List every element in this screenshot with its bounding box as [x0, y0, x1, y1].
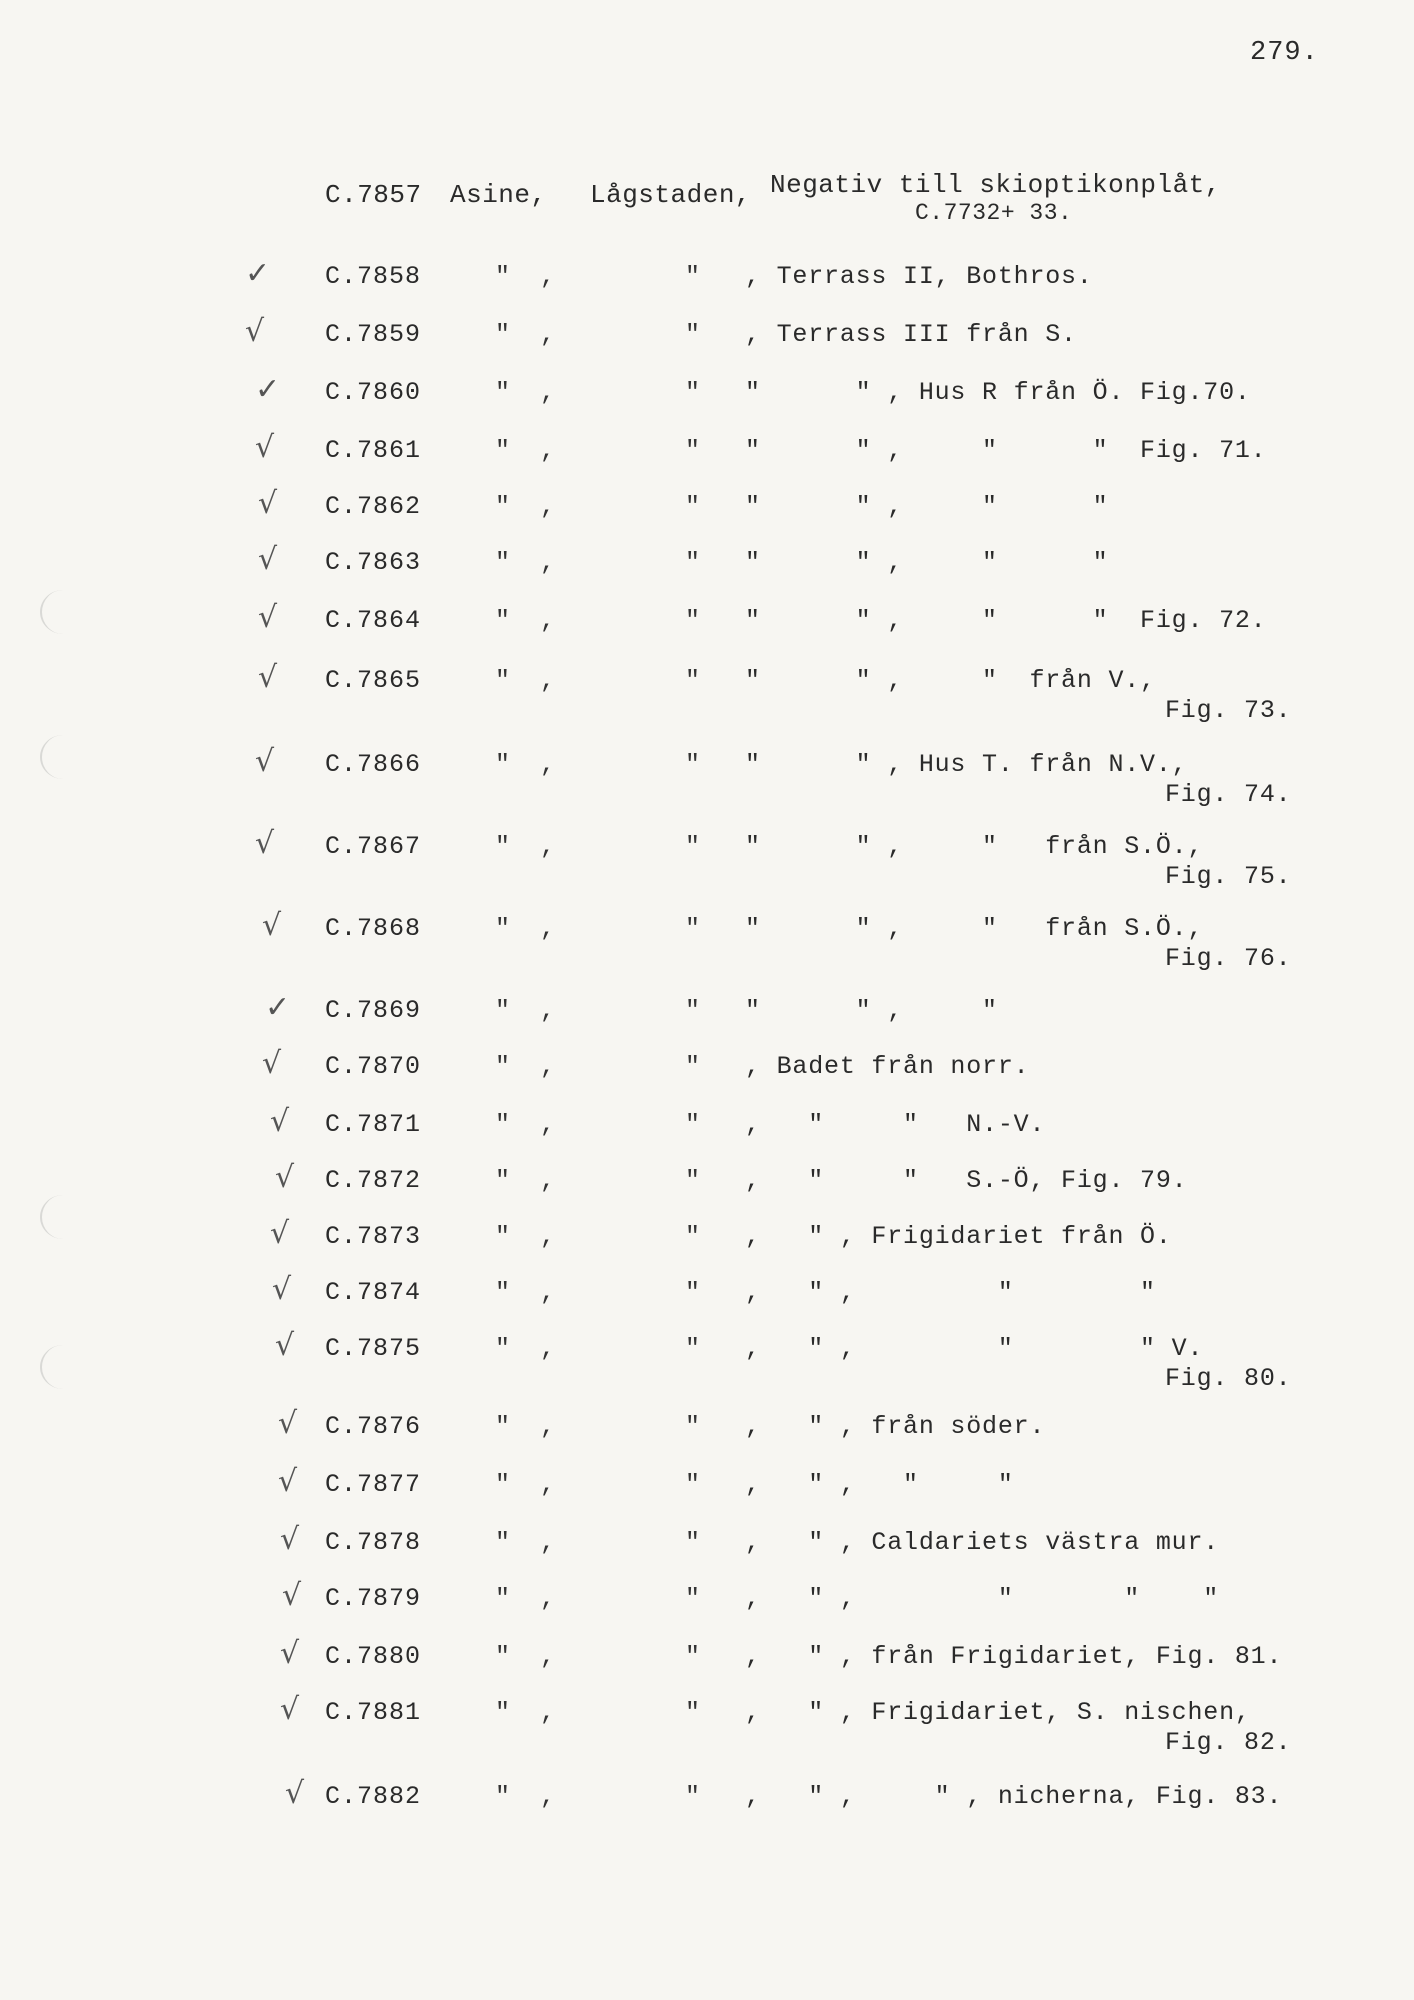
- entry-description: , Badet från norr.: [745, 1052, 1030, 1081]
- entry-figure: Fig. 82.: [1165, 1728, 1292, 1757]
- ditto-site: " ,: [495, 1334, 556, 1363]
- list-item: [0, 1522, 1414, 1588]
- list-item: [0, 826, 1414, 892]
- ditto-area: ": [685, 262, 701, 291]
- list-item: [0, 1160, 1414, 1226]
- ditto-site: " ,: [495, 914, 556, 943]
- check-mark: √: [272, 1272, 292, 1307]
- entry-description: " " , Hus T. från N.V.,: [745, 750, 1188, 779]
- list-item: [0, 542, 1414, 608]
- ditto-area: ": [685, 606, 701, 635]
- punch-hole-mark: [40, 735, 86, 779]
- header-code: C.7857: [325, 180, 422, 210]
- ditto-site: " ,: [495, 1278, 556, 1307]
- ditto-area: ": [685, 832, 701, 861]
- list-item: [0, 600, 1414, 666]
- ditto-site: " ,: [495, 832, 556, 861]
- ditto-site: " ,: [495, 320, 556, 349]
- negative-code: C.7872: [325, 1166, 422, 1195]
- negative-code: C.7859: [325, 320, 422, 349]
- entry-description: , " , Caldariets västra mur.: [745, 1528, 1220, 1557]
- ditto-area: ": [685, 750, 701, 779]
- entry-description: " " , " ": [745, 548, 1109, 577]
- negative-code: C.7866: [325, 750, 422, 779]
- check-mark: √: [258, 660, 278, 695]
- ditto-area: ": [685, 1412, 701, 1441]
- ditto-area: ": [685, 1222, 701, 1251]
- ditto-area: ": [685, 1584, 701, 1613]
- list-item: [0, 1692, 1414, 1758]
- check-mark: √: [258, 486, 278, 521]
- negative-code: C.7865: [325, 666, 422, 695]
- list-item: [0, 314, 1414, 380]
- entry-description: , " , Frigidariet från Ö.: [745, 1222, 1172, 1251]
- entry-description: , " " S.-Ö, Fig. 79.: [745, 1166, 1188, 1195]
- ditto-area: ": [685, 1528, 701, 1557]
- ditto-area: ": [685, 1166, 701, 1195]
- ditto-area: ": [685, 1782, 701, 1811]
- entry-description: , " , från Frigidariet, Fig. 81.: [745, 1642, 1283, 1671]
- check-mark: √: [258, 542, 278, 577]
- ditto-area: ": [685, 1470, 701, 1499]
- negative-code: C.7880: [325, 1642, 422, 1671]
- negative-code: C.7868: [325, 914, 422, 943]
- entry-description: , " , " " V.: [745, 1334, 1204, 1363]
- ditto-site: " ,: [495, 606, 556, 635]
- negative-code: C.7861: [325, 436, 422, 465]
- negative-code: C.7862: [325, 492, 422, 521]
- check-mark: √: [262, 1046, 282, 1081]
- entry-description: , " , " ": [745, 1470, 1014, 1499]
- negative-code: C.7879: [325, 1584, 422, 1613]
- entry-description: " " , " från S.Ö.,: [745, 914, 1204, 943]
- check-mark: √: [282, 1578, 302, 1613]
- entry-description: , Terrass II, Bothros.: [745, 262, 1093, 291]
- negative-code: C.7876: [325, 1412, 422, 1441]
- entry-figure: Fig. 75.: [1165, 862, 1292, 891]
- ditto-area: ": [685, 548, 701, 577]
- negative-code: C.7881: [325, 1698, 422, 1727]
- ditto-site: " ,: [495, 378, 556, 407]
- ditto-site: " ,: [495, 1698, 556, 1727]
- punch-hole-mark: [40, 1195, 86, 1239]
- entry-description: " " , " ": [745, 492, 1109, 521]
- entry-figure: Fig. 74.: [1165, 780, 1292, 809]
- check-mark: √: [275, 1328, 295, 1363]
- ditto-area: ": [685, 492, 701, 521]
- list-item: [0, 1104, 1414, 1170]
- ditto-site: " ,: [495, 1528, 556, 1557]
- punch-hole-mark: [40, 590, 86, 634]
- list-item: [0, 372, 1414, 438]
- list-item: [0, 1464, 1414, 1530]
- check-mark: √: [280, 1522, 300, 1557]
- negative-code: C.7860: [325, 378, 422, 407]
- negative-code: C.7878: [325, 1528, 422, 1557]
- negative-code: C.7871: [325, 1110, 422, 1139]
- ditto-site: " ,: [495, 1222, 556, 1251]
- negative-code: C.7864: [325, 606, 422, 635]
- negative-code: C.7882: [325, 1782, 422, 1811]
- entry-description: , " , " ": [745, 1278, 1156, 1307]
- header-area: Lågstaden,: [590, 180, 752, 210]
- header-reference: C.7732+ 33.: [915, 200, 1073, 226]
- check-mark: √: [255, 744, 275, 779]
- ditto-site: " ,: [495, 1642, 556, 1671]
- negative-code: C.7870: [325, 1052, 422, 1081]
- negative-code: C.7875: [325, 1334, 422, 1363]
- ditto-area: ": [685, 914, 701, 943]
- ditto-site: " ,: [495, 1470, 556, 1499]
- list-item: [0, 908, 1414, 974]
- list-item: [0, 1578, 1414, 1644]
- ditto-site: " ,: [495, 1584, 556, 1613]
- entry-description: " " , " från S.Ö.,: [745, 832, 1204, 861]
- page-number: 279.: [1250, 38, 1319, 68]
- ditto-site: " ,: [495, 1052, 556, 1081]
- check-mark: √: [278, 1464, 298, 1499]
- entry-description: " " , Hus R från Ö. Fig.70.: [745, 378, 1251, 407]
- check-mark: ✓: [255, 372, 281, 407]
- ditto-area: ": [685, 1334, 701, 1363]
- entry-description: , " , Frigidariet, S. nischen,: [745, 1698, 1251, 1727]
- check-mark: √: [270, 1216, 290, 1251]
- check-mark: √: [262, 908, 282, 943]
- ditto-area: ": [685, 996, 701, 1025]
- check-mark: √: [285, 1776, 305, 1811]
- negative-code: C.7874: [325, 1278, 422, 1307]
- list-item: [0, 1216, 1414, 1282]
- list-item: [0, 1776, 1414, 1842]
- entry-description: " " , " från V.,: [745, 666, 1156, 695]
- list-item: [0, 1046, 1414, 1112]
- check-mark: √: [278, 1406, 298, 1441]
- list-item: [0, 1636, 1414, 1702]
- check-mark: √: [245, 314, 265, 349]
- ditto-area: ": [685, 436, 701, 465]
- check-mark: √: [255, 826, 275, 861]
- entry-figure: Fig. 76.: [1165, 944, 1292, 973]
- ditto-site: " ,: [495, 436, 556, 465]
- ditto-area: ": [685, 378, 701, 407]
- ditto-area: ": [685, 1052, 701, 1081]
- negative-code: C.7867: [325, 832, 422, 861]
- check-mark: ✓: [265, 990, 291, 1025]
- ditto-area: ": [685, 666, 701, 695]
- negative-code: C.7869: [325, 996, 422, 1025]
- ditto-area: ": [685, 1110, 701, 1139]
- check-mark: √: [270, 1104, 290, 1139]
- list-item: [0, 430, 1414, 496]
- list-item: [0, 990, 1414, 1056]
- entry-description: , " , " " ": [745, 1584, 1220, 1613]
- list-item: [0, 256, 1414, 322]
- negative-code: C.7877: [325, 1470, 422, 1499]
- header-description: Negativ till skioptikonplåt,: [770, 170, 1221, 200]
- entry-figure: Fig. 80.: [1165, 1364, 1292, 1393]
- punch-hole-mark: [40, 1345, 86, 1389]
- check-mark: ✓: [245, 256, 271, 291]
- entry-description: , " " N.-V.: [745, 1110, 1046, 1139]
- list-item: [0, 744, 1414, 810]
- entry-description: " " , ": [745, 996, 998, 1025]
- ditto-area: ": [685, 1698, 701, 1727]
- ditto-site: " ,: [495, 1412, 556, 1441]
- list-item: [0, 1406, 1414, 1472]
- negative-code: C.7858: [325, 262, 422, 291]
- entry-description: , " , från söder.: [745, 1412, 1046, 1441]
- entry-figure: Fig. 73.: [1165, 696, 1292, 725]
- ditto-site: " ,: [495, 1166, 556, 1195]
- ditto-site: " ,: [495, 262, 556, 291]
- entry-description: " " , " " Fig. 71.: [745, 436, 1267, 465]
- ditto-area: ": [685, 1642, 701, 1671]
- ditto-area: ": [685, 1278, 701, 1307]
- ditto-area: ": [685, 320, 701, 349]
- ditto-site: " ,: [495, 666, 556, 695]
- negative-code: C.7873: [325, 1222, 422, 1251]
- check-mark: √: [280, 1636, 300, 1671]
- ditto-site: " ,: [495, 750, 556, 779]
- list-item: [0, 1328, 1414, 1394]
- list-item: [0, 1272, 1414, 1338]
- entry-description: , Terrass III från S.: [745, 320, 1077, 349]
- ditto-site: " ,: [495, 492, 556, 521]
- check-mark: √: [275, 1160, 295, 1195]
- check-mark: √: [280, 1692, 300, 1727]
- ditto-site: " ,: [495, 548, 556, 577]
- check-mark: √: [258, 600, 278, 635]
- check-mark: √: [255, 430, 275, 465]
- ditto-site: " ,: [495, 996, 556, 1025]
- list-item: [0, 660, 1414, 726]
- entry-description: , " , " , nicherna, Fig. 83.: [745, 1782, 1283, 1811]
- ditto-site: " ,: [495, 1110, 556, 1139]
- ditto-site: " ,: [495, 1782, 556, 1811]
- negative-code: C.7863: [325, 548, 422, 577]
- entry-description: " " , " " Fig. 72.: [745, 606, 1267, 635]
- list-item: [0, 486, 1414, 552]
- header-site: Asine,: [450, 180, 547, 210]
